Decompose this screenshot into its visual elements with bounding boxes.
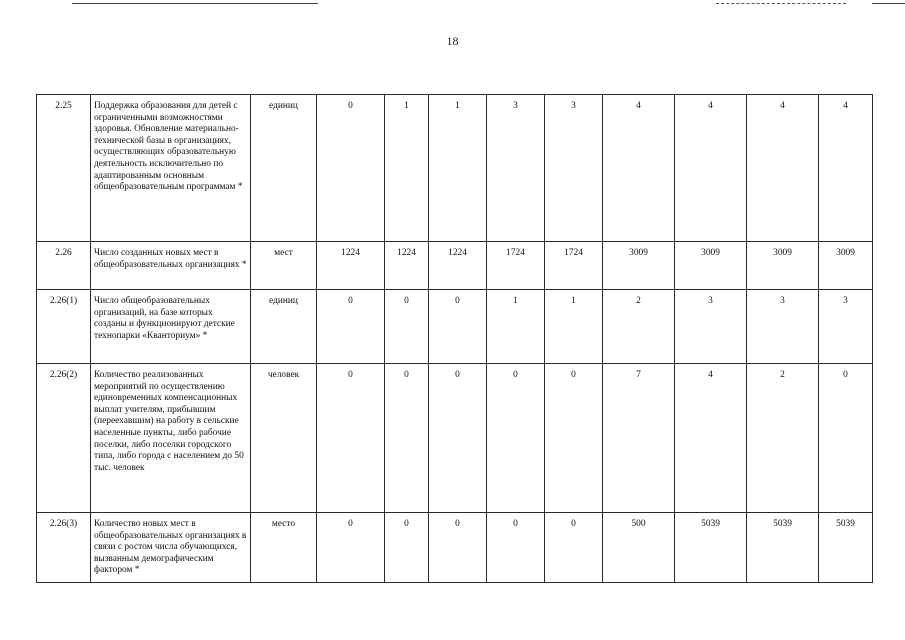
value-cell: 1224 bbox=[385, 242, 429, 290]
value-cell: 0 bbox=[385, 364, 429, 513]
value-cell: 0 bbox=[545, 513, 603, 583]
value-cell: 4 bbox=[675, 95, 747, 242]
row-number-cell: 2.26 bbox=[37, 242, 91, 290]
value-cell: 1 bbox=[429, 95, 487, 242]
header-rule-dashed bbox=[716, 3, 846, 4]
value-cell: 1 bbox=[545, 290, 603, 364]
value-cell: 1 bbox=[487, 290, 545, 364]
value-cell: 5039 bbox=[747, 513, 819, 583]
unit-cell: место bbox=[251, 513, 317, 583]
page-number: 18 bbox=[446, 34, 459, 48]
value-cell: 0 bbox=[385, 513, 429, 583]
value-cell: 0 bbox=[545, 364, 603, 513]
value-cell: 3 bbox=[675, 290, 747, 364]
value-cell: 3009 bbox=[747, 242, 819, 290]
indicator-description-cell: Поддержка образования для детей с ограниченными возможностями здоровья. Обновление материально-технической базы в организациях, осуществляющих образовательную деятельность исключительно по адаптированным основным общеобразовательным программам * bbox=[91, 95, 251, 242]
unit-cell: человек bbox=[251, 364, 317, 513]
indicator-description-cell: Число созданных новых мест в общеобразовательных организациях * bbox=[91, 242, 251, 290]
table-row bbox=[37, 242, 873, 290]
value-cell: 3009 bbox=[819, 242, 873, 290]
indicator-description-cell: Число общеобразовательных организаций, на базе которых созданы и функционируют детские технопарки «Кванториум» * bbox=[91, 290, 251, 364]
value-cell: 0 bbox=[429, 513, 487, 583]
value-cell: 3 bbox=[487, 95, 545, 242]
table-body bbox=[37, 95, 873, 583]
indicator-description-cell: Количество реализованных мероприятий по осуществлению единовременных компенсационных выплат учителям, прибывшим (переехавшим) на работу в сельские населенные пункты, либо рабочие поселки, либо поселки городского типа, либо города с населением до 50 тыс. человек bbox=[91, 364, 251, 513]
row-number-cell: 2.26(2) bbox=[37, 364, 91, 513]
value-cell: 3 bbox=[545, 95, 603, 242]
table-row bbox=[37, 290, 873, 364]
value-cell: 4 bbox=[675, 364, 747, 513]
value-cell: 1224 bbox=[317, 242, 385, 290]
value-cell: 0 bbox=[487, 513, 545, 583]
value-cell: 0 bbox=[317, 364, 385, 513]
value-cell: 0 bbox=[317, 290, 385, 364]
header-rule-right bbox=[872, 3, 905, 4]
row-number-cell: 2.26(1) bbox=[37, 290, 91, 364]
table-row bbox=[37, 513, 873, 583]
table-row bbox=[37, 95, 873, 242]
value-cell: 0 bbox=[385, 290, 429, 364]
value-cell: 500 bbox=[603, 513, 675, 583]
value-cell: 4 bbox=[819, 95, 873, 242]
value-cell: 1224 bbox=[429, 242, 487, 290]
value-cell: 3 bbox=[819, 290, 873, 364]
value-cell: 4 bbox=[603, 95, 675, 242]
value-cell: 2 bbox=[603, 290, 675, 364]
table-row bbox=[37, 364, 873, 513]
value-cell: 3 bbox=[747, 290, 819, 364]
value-cell: 0 bbox=[429, 364, 487, 513]
value-cell: 7 bbox=[603, 364, 675, 513]
value-cell: 0 bbox=[429, 290, 487, 364]
value-cell: 2 bbox=[747, 364, 819, 513]
value-cell: 0 bbox=[819, 364, 873, 513]
unit-cell: единиц bbox=[251, 290, 317, 364]
value-cell: 0 bbox=[317, 95, 385, 242]
value-cell: 5039 bbox=[675, 513, 747, 583]
value-cell: 4 bbox=[747, 95, 819, 242]
header-rule-left bbox=[72, 3, 318, 4]
value-cell: 0 bbox=[317, 513, 385, 583]
value-cell: 3009 bbox=[603, 242, 675, 290]
value-cell: 3009 bbox=[675, 242, 747, 290]
indicator-description-cell: Количество новых мест в общеобразовательных организациях в связи с ростом числа обучающихся, вызванным демографическим фактором * bbox=[91, 513, 251, 583]
row-number-cell: 2.25 bbox=[37, 95, 91, 242]
value-cell: 1724 bbox=[545, 242, 603, 290]
value-cell: 0 bbox=[487, 364, 545, 513]
value-cell: 1 bbox=[385, 95, 429, 242]
unit-cell: единиц bbox=[251, 95, 317, 242]
unit-cell: мест bbox=[251, 242, 317, 290]
indicators-table bbox=[36, 94, 873, 583]
row-number-cell: 2.26(3) bbox=[37, 513, 91, 583]
value-cell: 1724 bbox=[487, 242, 545, 290]
value-cell: 5039 bbox=[819, 513, 873, 583]
